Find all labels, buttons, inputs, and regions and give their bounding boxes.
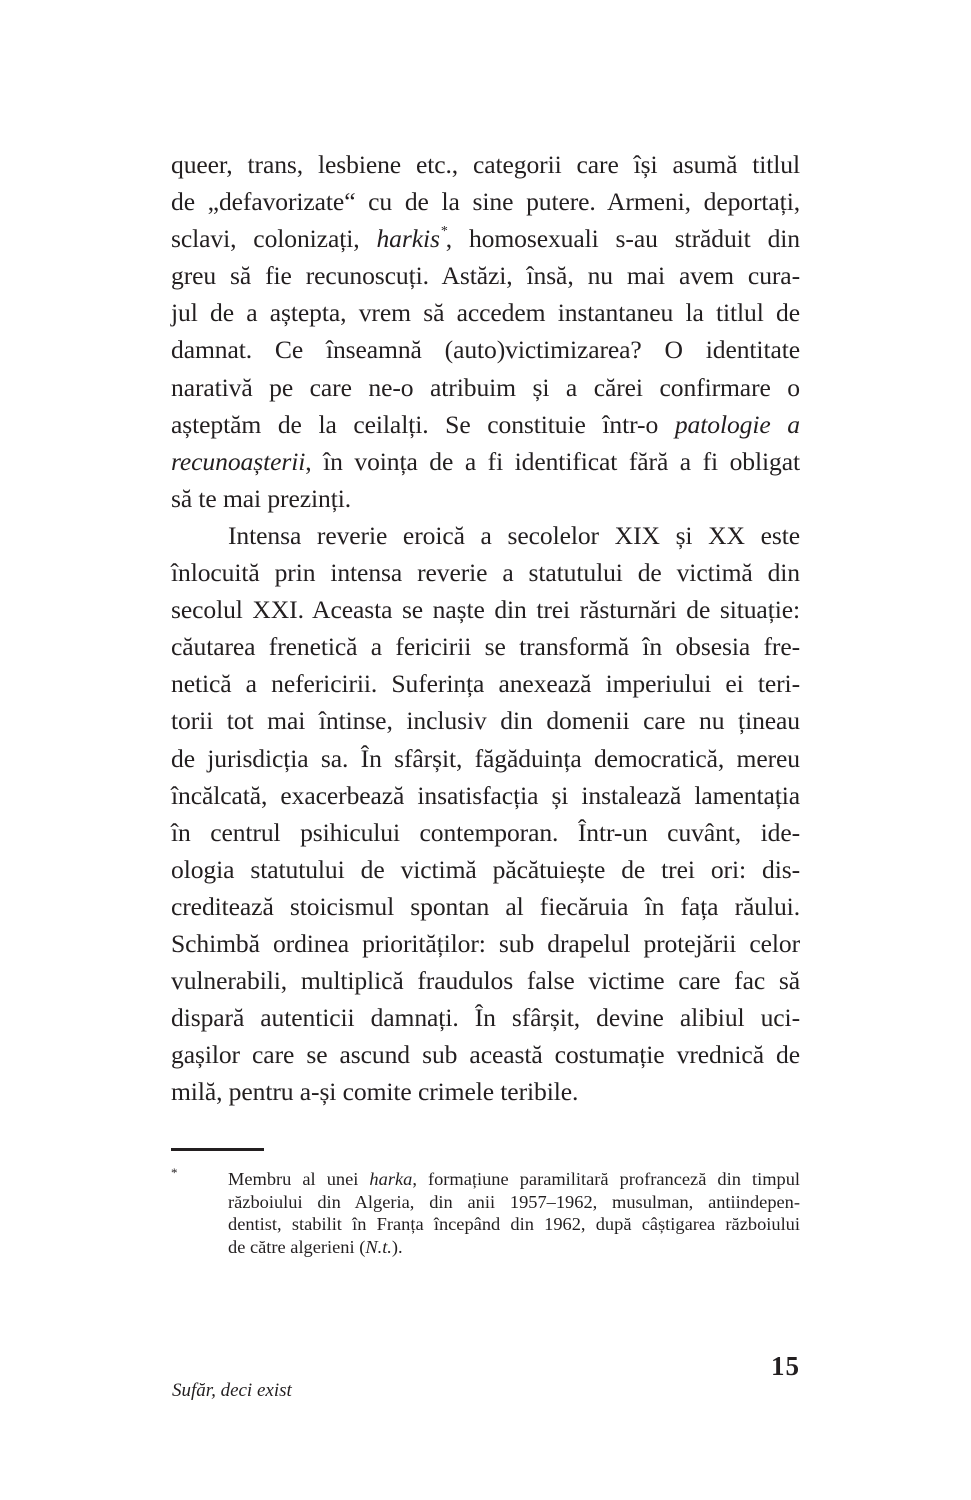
text-line: de „defavorizate“ cu de la sine putere. Armeni, deportați, — [171, 187, 800, 217]
paragraph-start-line: Intensa reverie eroică a secolelor XIX și XX este — [228, 520, 800, 550]
footnote-line: dentist, stabilit în Franța începând din 1962, după câștigarea războiului — [228, 1214, 800, 1235]
text-line: jul de a aștepta, vrem să accedem instantaneu la titlul de — [171, 298, 800, 328]
footnote-line: Membru al unei harka, formațiune paramilitară profranceză din timpul — [228, 1169, 800, 1189]
text-line: queer, trans, lesbiene etc., categorii care își asumă titlul — [171, 150, 800, 179]
text-line: căutarea frenetică a fericirii se transformă în obsesia fre- — [171, 632, 800, 662]
text-line: așteptăm de la ceilalți. Se constituie într-o patologie a — [171, 409, 800, 439]
footnote-text — [228, 1168, 800, 1258]
text-line: vulnerabili, multiplică fraudulos false victime care fac să — [171, 966, 800, 996]
footnote-line: războiului din Algeria, din anii 1957–1962, musulman, antiindepen- — [228, 1191, 800, 1212]
translator-note-abbrev: N.t. — [365, 1236, 392, 1257]
text-line: gașilor care se ascund sub această costumație vrednică de — [171, 1040, 800, 1070]
italic-term-harka: harka — [369, 1169, 413, 1189]
text-line: netică a nefericirii. Suferința anexează imperiului ei teri- — [171, 669, 800, 699]
text-line: secolul XXI. Aceasta se naște din trei răsturnări de situație: — [171, 595, 800, 625]
text-line: să te mai prezinți. — [171, 483, 352, 513]
footnote-line: de către algerieni (N.t.). — [228, 1236, 403, 1257]
text-line: ologia statutului de victimă păcătuiește de trei ori: dis- — [171, 854, 800, 884]
text-line: Schimbă ordinea priorităților: sub drapelul protejării celor — [171, 928, 800, 958]
text-line: sclavi, colonizați, harkis*, homosexuali s-au străduit din — [171, 224, 800, 254]
footnote-reference[interactable]: * — [440, 224, 448, 240]
text-line: creditează stoicismul spontan al fiecăruia în fața răului. — [171, 891, 800, 921]
text-line: narativă pe care ne-o atribuim și a cărei confirmare o — [171, 372, 800, 402]
text-line: în centrul psihicului contemporan. Într-un cuvânt, ide- — [171, 817, 800, 847]
footnote-separator-rule — [171, 1148, 264, 1151]
italic-term-harkis: harkis — [376, 224, 440, 254]
text-line: torii tot mai întinse, inclusiv din domenii care nu țineau — [171, 706, 800, 736]
italic-phrase: patologie a — [674, 409, 800, 439]
text-line: de jurisdicția sa. În sfârșit, făgăduința democratică, mereu — [171, 743, 800, 773]
text-line: încălcată, exacerbează insatisfacția și instalează lamentația — [171, 780, 800, 810]
text-line: greu să fie recunoscuți. Astăzi, însă, nu mai avem cura- — [171, 261, 800, 291]
main-text-block — [171, 146, 800, 1110]
footnote-marker: * — [171, 1165, 178, 1180]
italic-phrase: recunoașterii — [171, 446, 306, 476]
text-line: recunoașterii, în voința de a fi identificat fără a fi obligat — [171, 446, 800, 476]
text-line: înlocuită prin intensa reverie a statutului de victimă din — [171, 558, 800, 588]
running-title: Sufăr, deci exist — [172, 1380, 292, 1401]
text-line: damnat. Ce înseamnă (auto)victimizarea? O identitate — [171, 335, 800, 365]
text-line: milă, pentru a-și comite crimele teribile. — [171, 1077, 579, 1107]
page-number: 15 — [771, 1351, 800, 1381]
text-line: dispară autenticii damnați. În sfârșit, devine alibiul uci- — [171, 1003, 800, 1033]
